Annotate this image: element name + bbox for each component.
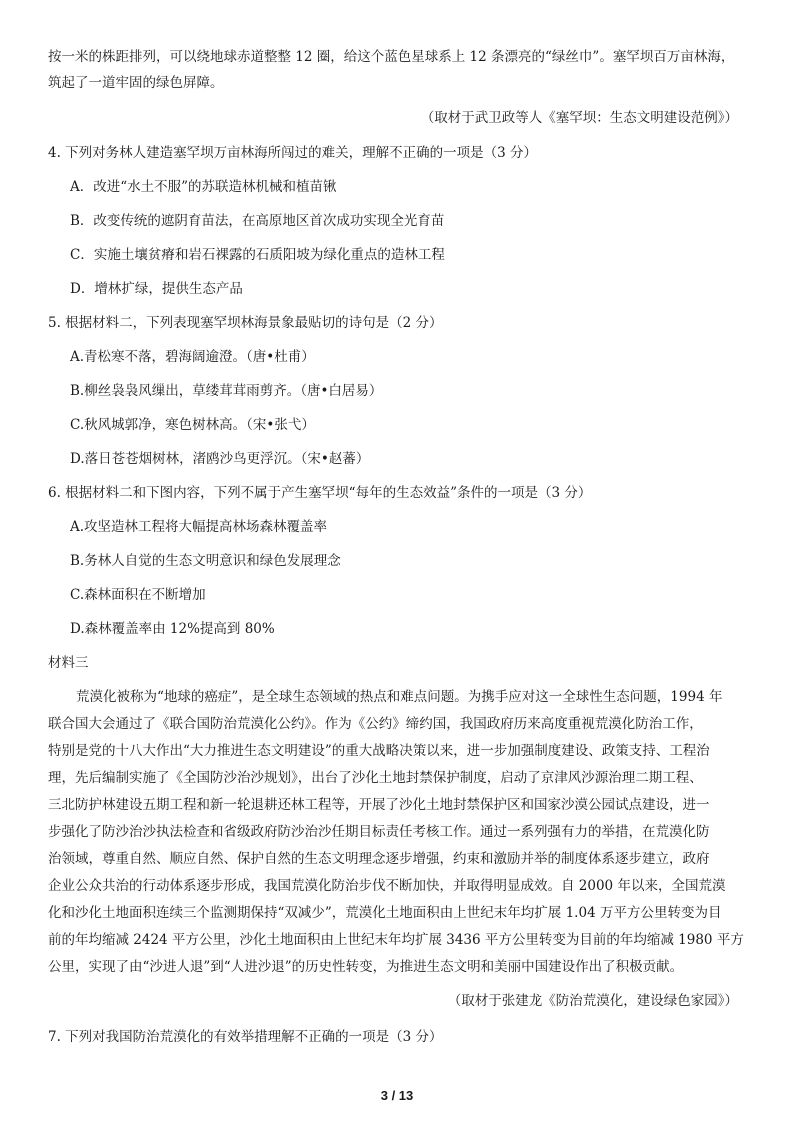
question-4-option-d: D．增林扩绿，提供生态产品: [70, 281, 243, 297]
material-3-paragraph-line: 三北防护林建设五期工程和新一轮退耕还林工程等，开展了沙化土地封禁保护区和国家沙漠公园试点建设，进一: [48, 797, 710, 813]
question-6-option-b: B.务林人自觉的生态文明意识和绿色发展理念: [70, 553, 341, 569]
material-3-paragraph-line: 特别是党的十八大作出“大力推进生态文明建设”的重大战略决策以来，进一步加强制度建设、政策支持、工程治: [48, 743, 710, 759]
material-3-paragraph-line: 荒漠化被称为“地球的癌症”，是全球生态领域的热点和难点问题。为携手应对这一全球性生态问题，1994 年: [76, 689, 723, 705]
question-7-stem: 7. 下列对我国防治荒漠化的有效举措理解不正确的一项是（3 分）: [48, 1029, 443, 1045]
question-4-stem: 4. 下列对务林人建造塞罕坝万亩林海所闯过的难关，理解不正确的一项是（3 分）: [48, 145, 538, 161]
intro-text-line: 按一米的株距排列，可以绕地球赤道整整 12 圈，给这个蓝色星球系上 12 条漂亮的“绿丝巾”。塞罕坝百万亩林海，: [48, 49, 735, 65]
question-4-option-b: B．改变传统的遮阴育苗法，在高原地区首次成功实现全光育苗: [70, 213, 445, 229]
material-3-paragraph-line: 公里，实现了由“沙进人退”到“人进沙退”的历史性转变，为推进生态文明和美丽中国建设作出了积极贡献。: [48, 959, 684, 975]
question-6-option-d: D.森林覆盖率由 12%提高到 80%: [70, 621, 275, 637]
question-5-option-a: A.青松寒不落，碧海阔逾澄。（唐•杜甫）: [70, 349, 315, 365]
question-5-option-b: B.柳丝袅袅风缫出，草缕茸茸雨剪齐。（唐•白居易）: [70, 383, 383, 399]
page-number: 3 / 13: [380, 1088, 414, 1103]
material-3-paragraph-line: 理，先后编制实施了《全国防沙治沙规划》，出台了沙化土地封禁保护制度，启动了京津风沙源治理二期工程、: [48, 770, 703, 786]
material-3-paragraph-line: 化和沙化土地面积连续三个监测期保持“双减少”，荒漠化土地面积由上世纪末年均扩展 1.04 万平方公里转变为目: [48, 905, 722, 921]
material-3-paragraph-line: 前的年均缩减 2424 平方公里，沙化土地面积由上世纪末年均扩展 3436 平方公里转变为目前的年均缩减 1980 平方: [48, 932, 744, 948]
source-citation: （取材于武卫政等人《塞罕坝：生态文明建设范例》）: [420, 110, 738, 126]
question-6-stem: 6. 根据材料二和下图内容，下列不属于产生塞罕坝“每年的生态效益”条件的一项是（3 分）: [48, 485, 592, 501]
material-3-paragraph-line: 治领域，尊重自然、顺应自然、保护自然的生态文明理念逐步增强，约束和激励并举的制度体系逐步建立，政府: [48, 851, 710, 867]
intro-text-line: 筑起了一道牢固的绿色屏障。: [48, 75, 224, 91]
question-6-option-c: C.森林面积在不断增加: [70, 587, 206, 603]
material-3-paragraph-line: 步强化了防沙治沙执法检查和省级政府防沙治沙任期目标责任考核工作。通过一系列强有力的举措，在荒漠化防: [48, 824, 710, 840]
question-4-option-a: A．改进“水土不服”的苏联造林机械和植苗锹: [70, 179, 337, 195]
question-5-option-d: D.落日苍苍烟树林，渚鸥沙鸟更浮沉。（宋•赵蕃）: [70, 451, 370, 467]
material-3-paragraph-line: 企业公众共治的行动体系逐步形成，我国荒漠化防治步伐不断加快，并取得明显成效。自 2000 年以来，全国荒漠: [48, 878, 726, 894]
question-6-option-a: A.攻坚造林工程将大幅提高林场森林覆盖率: [70, 519, 328, 535]
material-3-paragraph-line: 联合国大会通过了《联合国防治荒漠化公约》。作为《公约》缔约国，我国政府历来高度重视荒漠化防治工作，: [48, 716, 703, 732]
question-5-option-c: C.秋风城郭净，寒色树林高。（宋•张弋）: [70, 417, 315, 433]
question-4-option-c: C．实施土壤贫瘠和岩石裸露的石质阳坡为绿化重点的造林工程: [70, 247, 445, 263]
material-3-heading: 材料三: [48, 655, 89, 671]
source-citation: （取材于张建龙《防治荒漠化，建设绿色家园》）: [447, 993, 738, 1009]
question-5-stem: 5. 根据材料二，下列表现塞罕坝林海景象最贴切的诗句是（2 分）: [48, 315, 443, 331]
